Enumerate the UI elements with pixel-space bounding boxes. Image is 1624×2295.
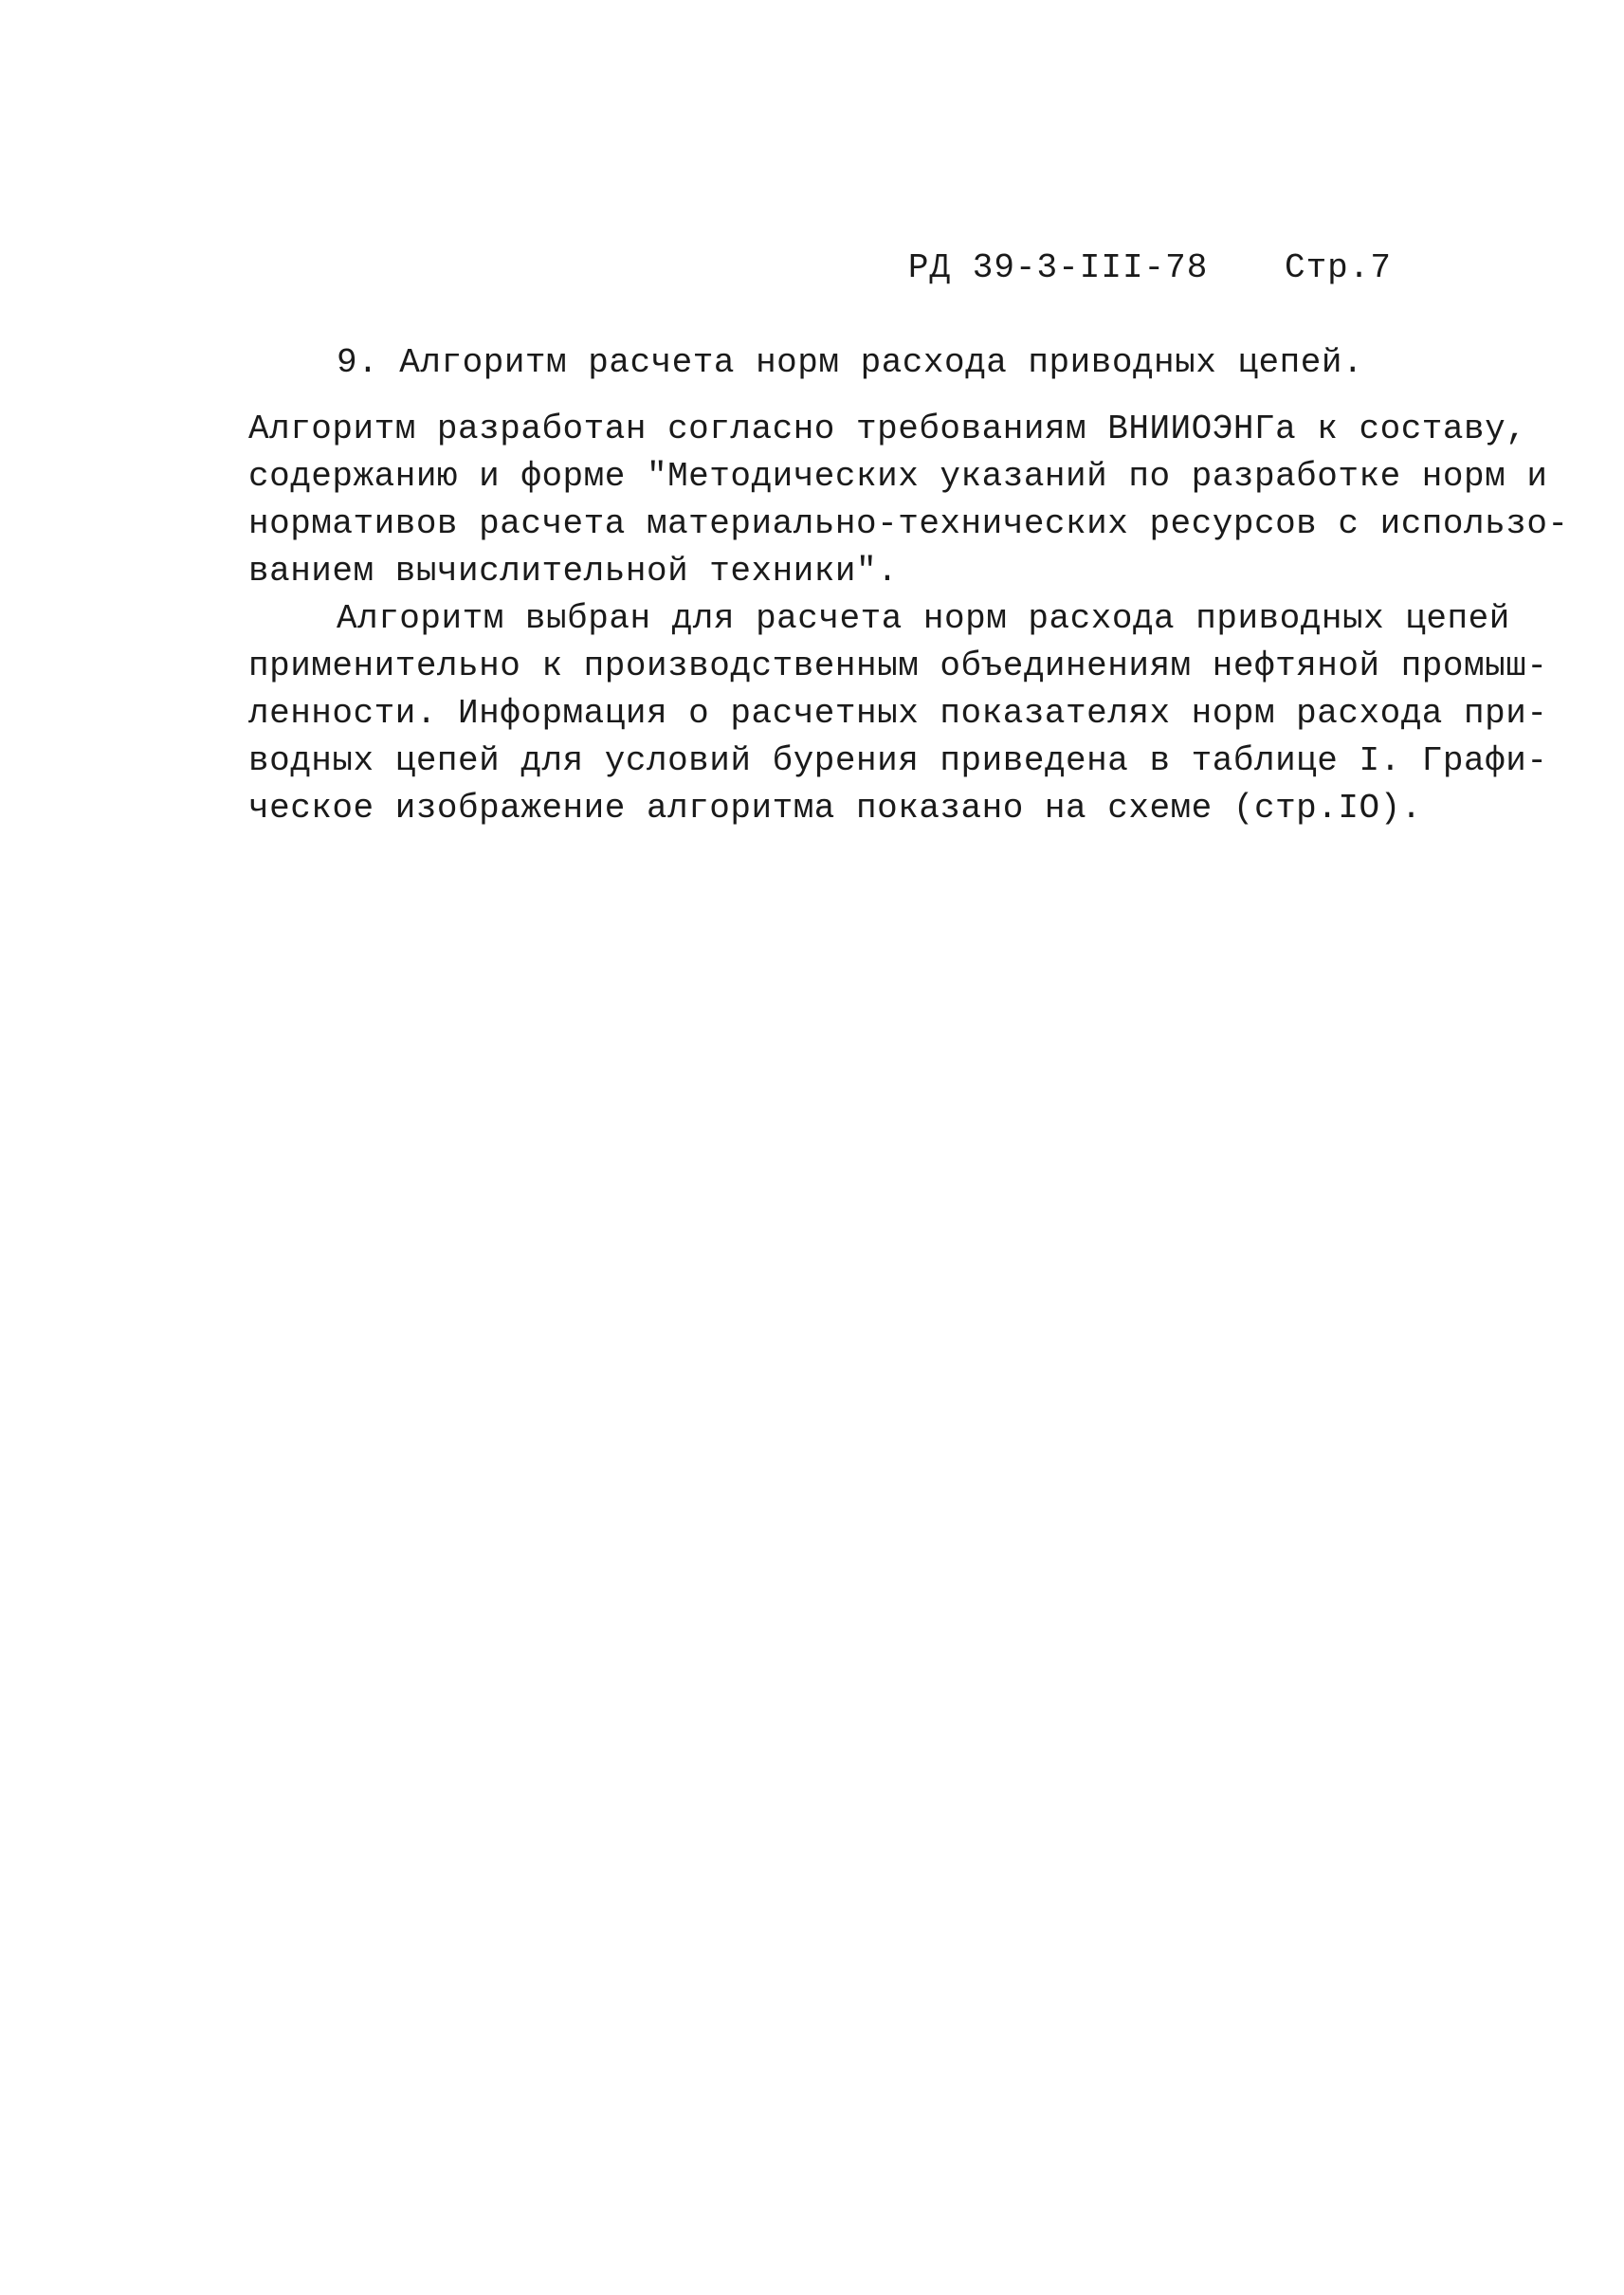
page-header	[908, 248, 1392, 287]
paragraph-1-line-2: содержанию и форме "Методических указаний по разработке норм и	[248, 457, 1548, 496]
section-heading: 9. Алгоритм расчета норм расхода приводных цепей.	[337, 343, 1364, 382]
paragraph-2-line-3: ленности. Информация о расчетных показателях норм расхода при-	[248, 694, 1548, 733]
paragraph-1-line-1: Алгоритм разработан согласно требованиям ВНИИОЭНГа к составу,	[248, 410, 1527, 448]
paragraph-1-line-4: ванием вычислительной техники".	[248, 552, 899, 591]
document-code: РД 39-3-III-78	[907, 248, 1209, 287]
page-number: Стр.7	[1284, 248, 1392, 287]
paragraph-2-line-5: ческое изображение алгоритма показано на схеме (стр.IO).	[248, 789, 1422, 828]
paragraph-1-line-3: нормативов расчета материально-технических ресурсов с использо-	[248, 504, 1569, 543]
paragraph-2-line-1: Алгоритм выбран для расчета норм расхода приводных цепей	[337, 599, 1510, 638]
paragraph-2-line-4: водных цепей для условий бурения приведена в таблице I. Графи-	[248, 741, 1548, 780]
paragraph-2-line-2: применительно к производственным объединениям нефтяной промыш-	[248, 647, 1548, 685]
